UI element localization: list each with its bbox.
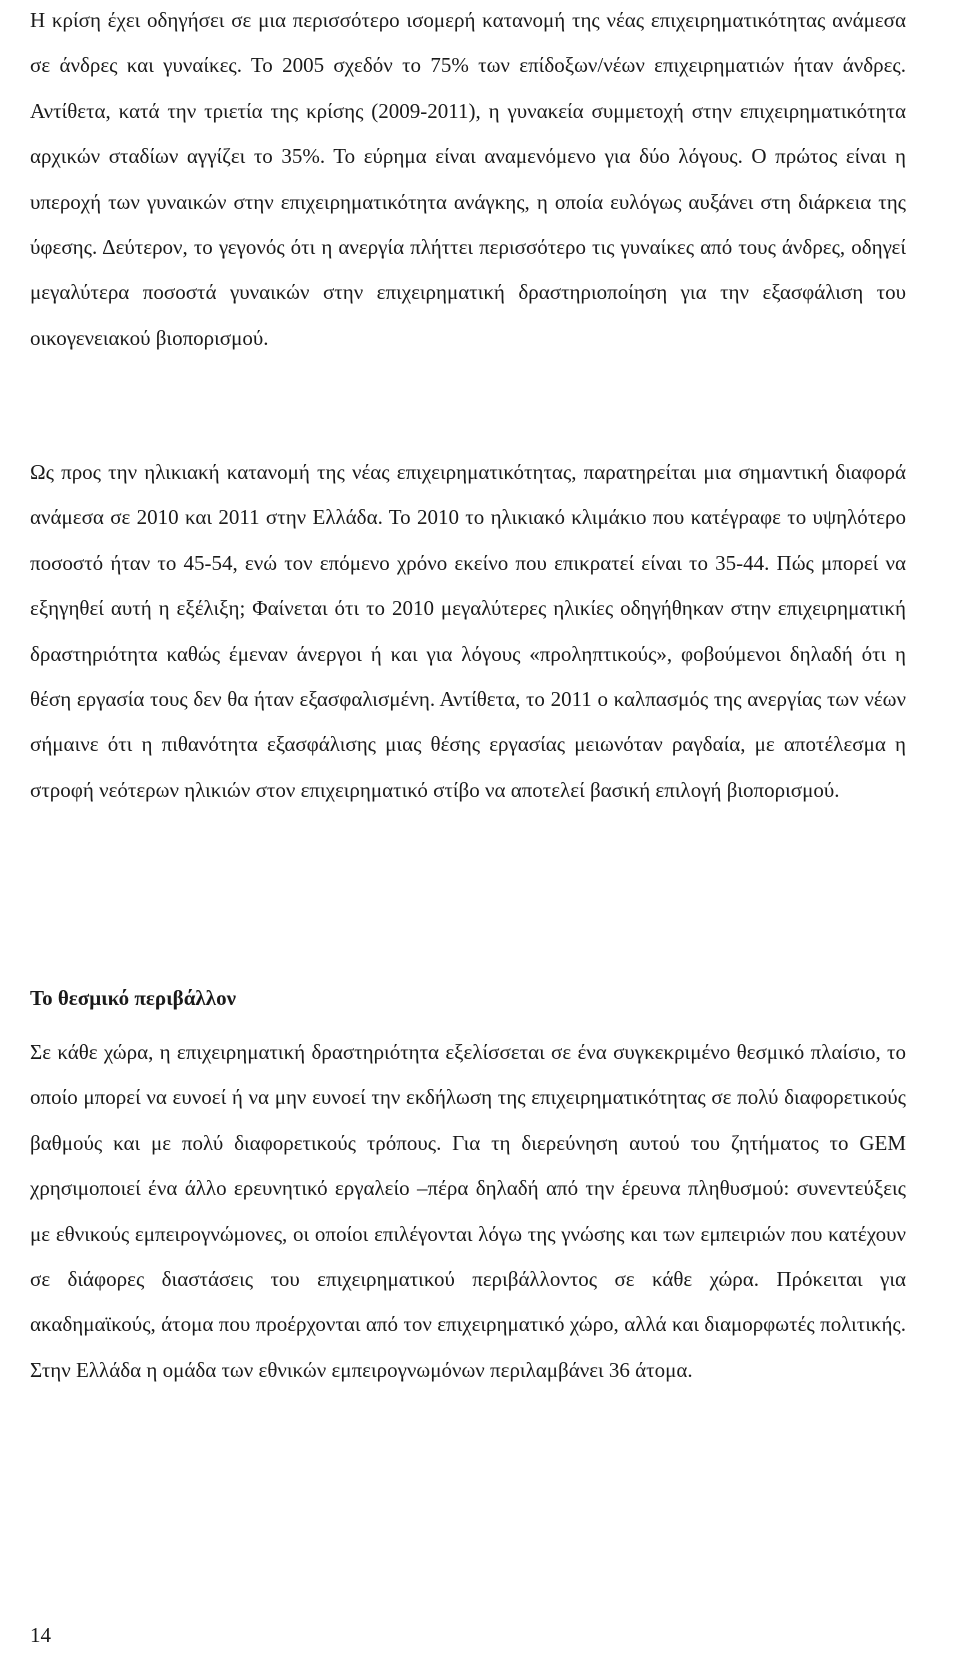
body-paragraph-institutional: Σε κάθε χώρα, η επιχειρηματική δραστηριότητα εξελίσσεται σε ένα συγκεκριμένο θεσμικό πλαίσιο, το οποίο μπορεί να ευνοεί ή να μην ευνοεί την εκδήλωση της επιχειρηματικότητας σε πολύ διαφορετικούς βαθμούς και με πολύ διαφορετικούς τρόπους. Για τη διερεύνηση αυτού του ζητήματος το GEM χρησιμοποιεί ένα άλλο ερευνητικό εργαλείο –πέρα δηλαδή από την έρευνα πληθυσμού: συνεντεύξεις με εθνικούς εμπειρογνώμονες, οι οποίοι επιλέγονται λόγω της γνώσης και των εμπειριών που κατέχουν σε διάφορες διαστάσεις του επιχειρηματικού περιβάλλοντος σε κάθε χώρα. Πρόκειται για ακαδημαϊκούς, άτομα που προέρχονται από τον επιχειρηματικό χώρο, αλλά και διαμορφωτές πολιτικής. Στην Ελλάδα η ομάδα των εθνικών εμπειρογνωμόνων περιλαμβάνει 36 άτομα. — [30, 1040, 906, 1382]
body-paragraph-gender: Η κρίση έχει οδηγήσει σε μια περισσότερο ισομερή κατανομή της νέας επιχειρηματικότητας ανάμεσα σε άνδρες και γυναίκες. Το 2005 σχεδόν το 75% των επίδοξων/νέων επιχειρηματιών ήταν άνδρες. Αντίθετα, κατά την τριετία της κρίσης (2009-2011), η γυνακεία συμμετοχή στην επιχειρηματικότητα αρχικών σταδίων αγγίζει το 35%. Το εύρημα είναι αναμενόμενο για δύο λόγους. Ο πρώτος είναι η υπεροχή των γυναικών στην επιχειρηματικότητα ανάγκης, η οποία ευλόγως αυξάνει στη διάρκεια της ύφεσης. Δεύτερον, το γεγονός ότι η ανεργία πλήττει περισσότερο τις γυναίκες από τους άνδρες, οδηγεί μεγαλύτερα ποσοστά γυναικών στην επιχειρηματική δραστηριοποίηση για την εξασφάλιση του οικογενειακού βιοπορισμού. — [30, 8, 906, 350]
section-heading: Το θεσμικό περιβάλλον — [30, 986, 236, 1010]
page-number: 14 — [30, 1623, 51, 1647]
body-paragraph-age: Ως προς την ηλικιακή κατανομή της νέας επιχειρηματικότητας, παρατηρείται μια σημαντική διαφορά ανάμεσα σε 2010 και 2011 στην Ελλάδα. Το 2010 το ηλικιακό κλιμάκιο που κατέγραφε το υψηλότερο ποσοστό ήταν το 45-54, ενώ τον επόμενο χρόνο εκείνο που επικρατεί είναι το 35-44. Πώς μπορεί να εξηγηθεί αυτή η εξέλιξη; Φαίνεται ότι το 2010 μεγαλύτερες ηλικίες οδηγήθηκαν στην επιχειρηματική δραστηριότητα καθώς έμεναν άνεργοι ή και για λόγους «προληπτικούς», φοβούμενοι δηλαδή ότι η θέση εργασία τους δεν θα ήταν εξασφαλισμένη. Αντίθετα, το 2011 ο καλπασμός της ανεργίας των νέων σήμαινε ότι η πιθανότητα εξασφάλισης μιας θέσης εργασίας μειωνόταν ραγδαία, με αποτέλεσμα η στροφή νεότερων ηλικιών στον επιχειρηματικό στίβο να αποτελεί βασική επιλογή βιοπορισμού. — [30, 460, 906, 802]
